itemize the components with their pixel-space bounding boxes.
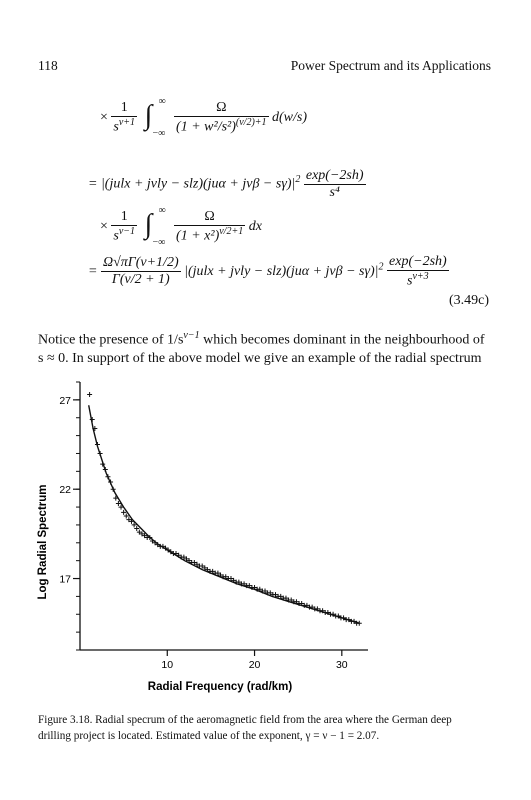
integrand-fraction: $\frac{\Omega}{(1 + w^2/s^2)^{(\nu/2)+1}}$ <box>176 100 267 135</box>
page-number: 118 <box>38 58 58 73</box>
y-tick-label: 22 <box>59 484 71 497</box>
radial-spectrum-chart <box>0 360 531 705</box>
differential: d(w/s) <box>272 110 308 126</box>
data-point <box>111 487 116 492</box>
running-title: Power Spectrum and its Applications <box>290 58 491 73</box>
coefficient-fraction: $\frac{1}{s^{\nu+1}}$ <box>113 100 136 135</box>
y-axis-label: Log Radial Spectrum <box>37 484 49 600</box>
fitted-curve <box>89 405 360 623</box>
equation-line-2: = |(julx + jvly − $slz)(ju\alpha + jv\beta - s\gamma)|^2$ $\frac{\exp(-2sh)}{\text{s⁴}}$ <box>88 168 364 200</box>
data-point <box>357 621 362 626</box>
x-tick-label: 20 <box>248 659 261 671</box>
data-point <box>103 467 108 472</box>
integral-sign: ∫ ∞ −∞ <box>144 96 166 139</box>
y-tick-label: 17 <box>59 573 71 586</box>
axis-ticks <box>59 382 348 671</box>
equation-line-3: × $\frac{1}{s^{\nu-1}}$ ∫ ∞ −∞ $\frac{\Omega}{(1 + x^2)^{\nu/2+1}}$ dx <box>100 205 262 248</box>
equation-label: (3.49c) <box>448 293 489 308</box>
exp-fraction: $\frac{\exp(-2sh)}{\text{s⁴}}$ <box>305 168 364 200</box>
x-tick-label: 10 <box>161 659 174 671</box>
y-tick-label: 27 <box>59 394 71 407</box>
data-point <box>87 392 92 397</box>
data-points <box>87 392 362 626</box>
equation-line-1 <box>100 98 307 138</box>
equation-line-4: = $\frac{\Omega√\pi\Gamma(\nu+1/2)}{\Gamma(\nu/2 + 1)}$ |(julx + jvly − $slz)(ju\alpha + jv\beta - s\gamma)|^2$ $\frac{\exp(-2sh)}{s^{\nu+3}}$ <box>88 254 447 289</box>
x-tick-label: 30 <box>335 659 348 671</box>
data-point <box>105 474 110 479</box>
x-axis-label: Radial Frequency (rad/km) <box>147 681 293 693</box>
data-point <box>95 442 100 447</box>
fitted-curve-line <box>89 405 360 623</box>
chart-axes <box>80 382 368 650</box>
figure-caption: Figure 3.18. Radial specrum of the aeromagnetic field from the area where the German deep drilling project is located. Estimated value of the exponent, γ = ν − 1 = 2.07. <box>38 714 452 742</box>
integral-sign: ∫ ∞ −∞ <box>144 205 166 248</box>
body-paragraph: Notice the presence of $1/s^{\nu-1}$ which becomes dominant in the neighbourhood of s ≈ 0. In support of the above model we give an example of the radial spectrum <box>38 330 485 367</box>
times-sign: × <box>100 110 108 126</box>
data-point <box>98 451 103 456</box>
